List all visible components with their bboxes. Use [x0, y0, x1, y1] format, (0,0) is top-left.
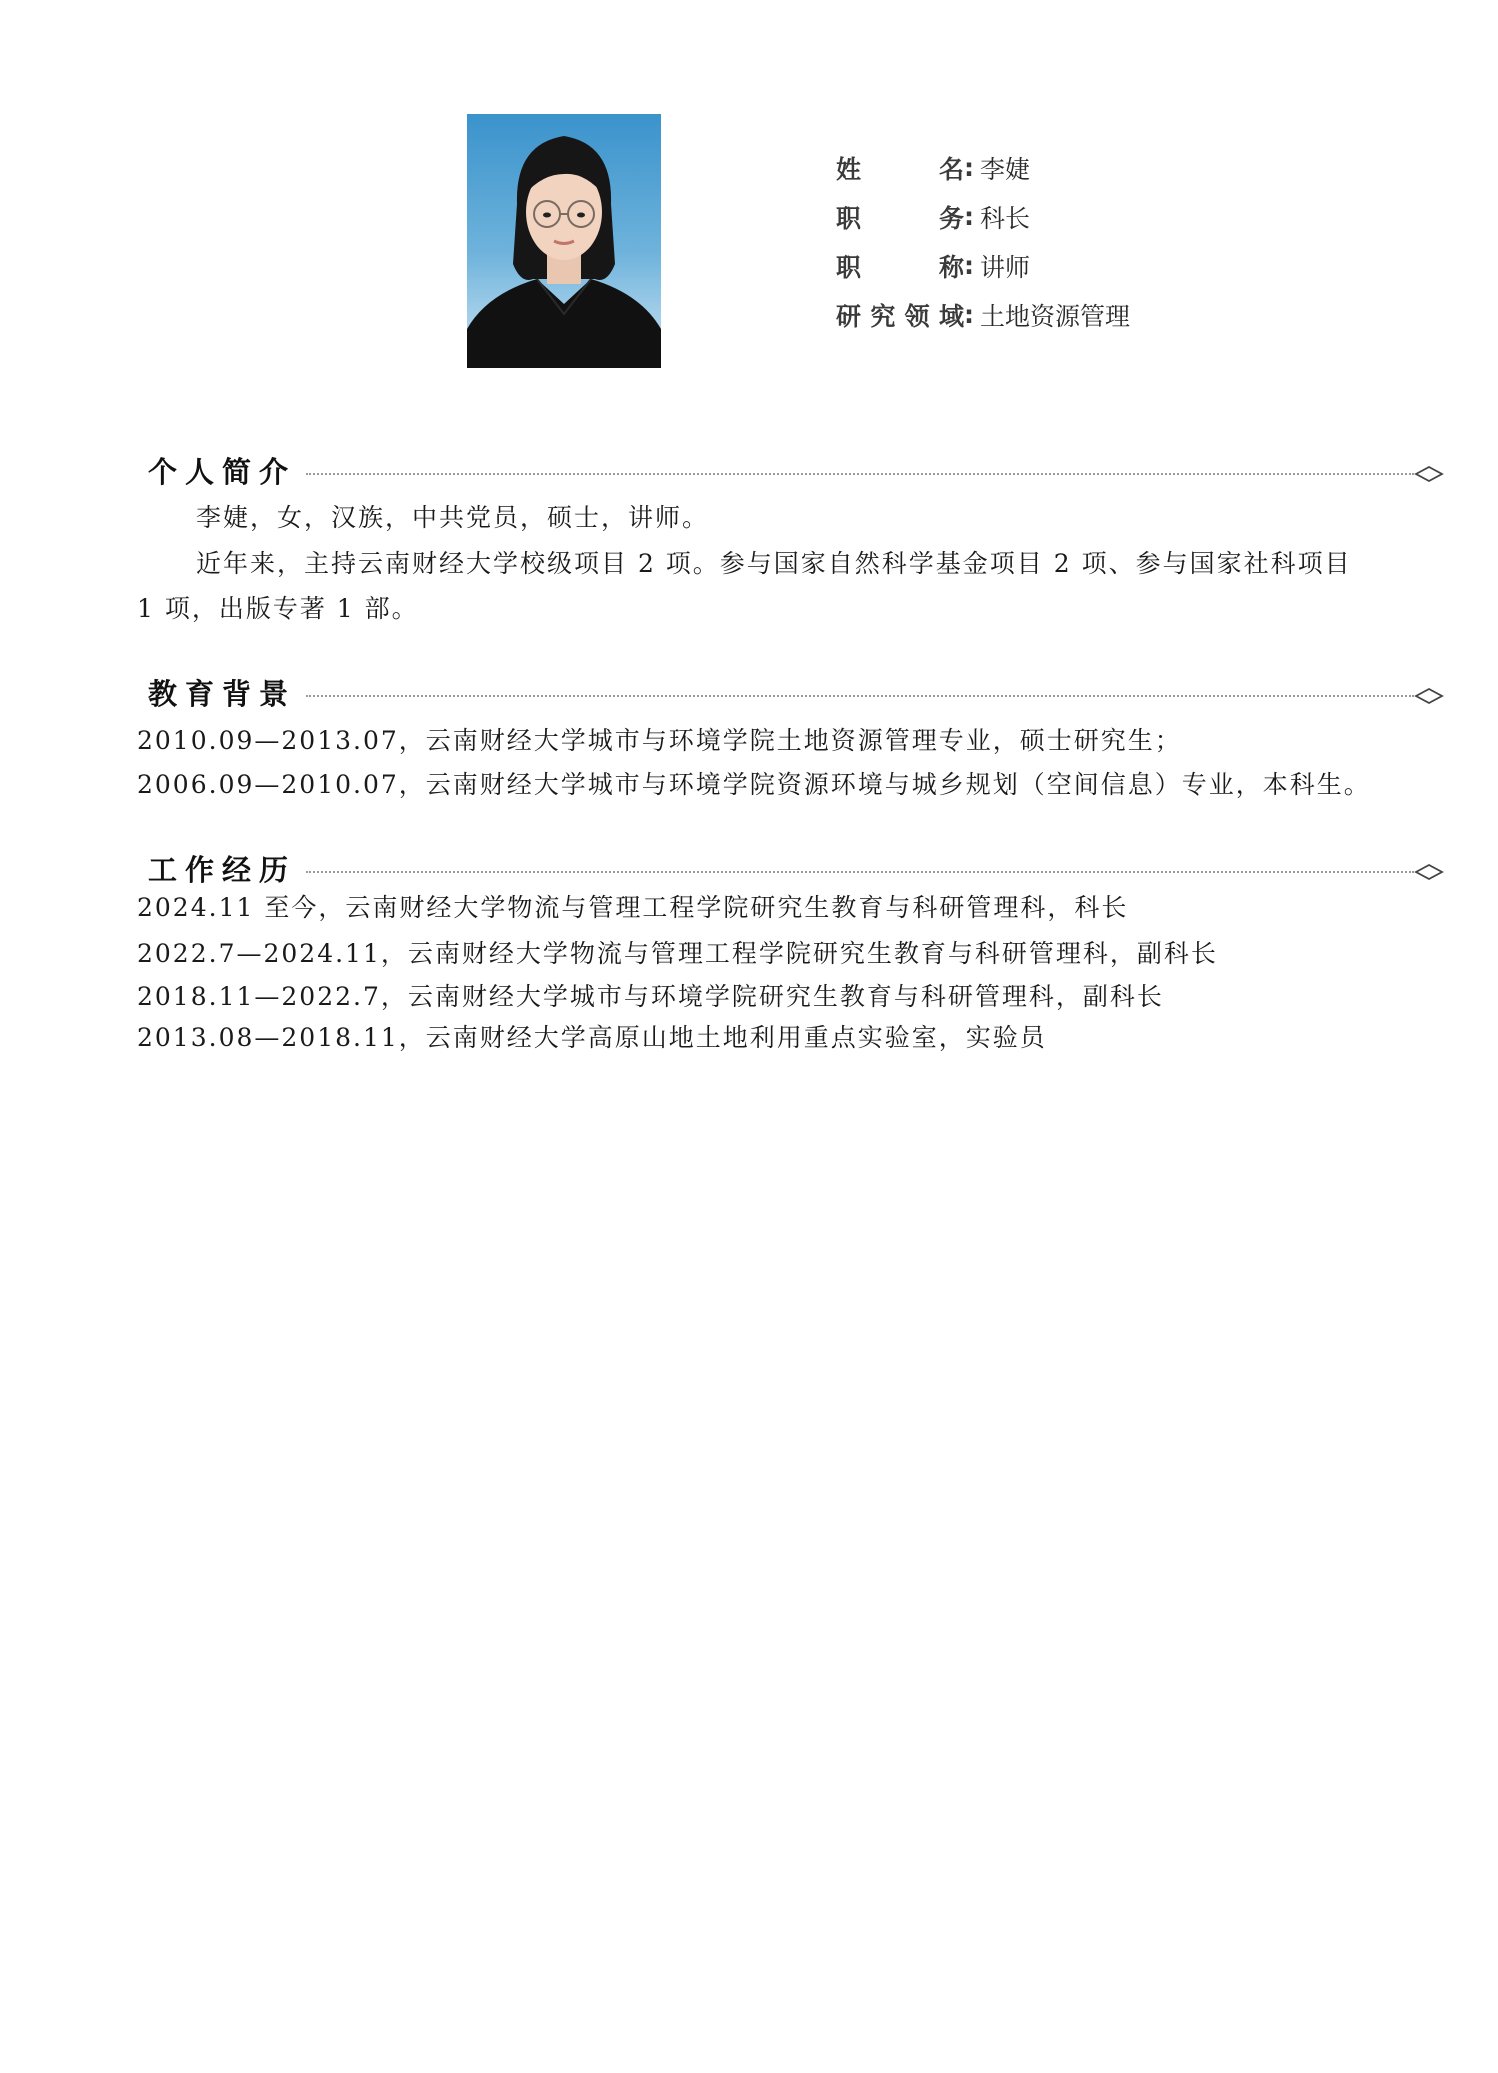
- info-colon: :: [964, 251, 974, 280]
- profile-info: [836, 143, 1130, 339]
- info-value-position: 科长: [980, 203, 1031, 233]
- work-line: 2024.11 至今，云南财经大学物流与管理工程学院研究生教育与科研管理科，科长: [137, 893, 1129, 922]
- section-header-work: [148, 850, 1448, 890]
- info-colon: :: [964, 202, 974, 231]
- section-title: 工作经历: [148, 853, 297, 887]
- info-row-name: [836, 143, 1130, 192]
- section-title: 教育背景: [148, 677, 297, 711]
- info-label: 研究领域: [836, 301, 964, 331]
- info-colon: :: [964, 153, 974, 182]
- info-row-title: [836, 241, 1130, 290]
- info-row-research: [836, 290, 1130, 339]
- intro-line: 近年来，主持云南财经大学校级项目 2 项。参与国家自然科学基金项目 2 项、参与国家社科项目: [196, 549, 1352, 578]
- diamond-icon: [1414, 464, 1444, 484]
- education-line: 2010.09—2013.07，云南财经大学城市与环境学院土地资源管理专业，硕士研究生；: [137, 726, 1182, 755]
- dotted-divider: [306, 695, 1414, 697]
- work-line: 2022.7—2024.11，云南财经大学物流与管理工程学院研究生教育与科研管理科，副科长: [137, 939, 1218, 968]
- section-title: 个人简介: [148, 455, 297, 489]
- section-header-intro: [148, 452, 1448, 492]
- dotted-divider: [306, 473, 1414, 475]
- profile-photo: [467, 114, 661, 368]
- info-colon: :: [964, 300, 974, 329]
- info-label: 职称: [836, 252, 964, 282]
- work-line: 2018.11—2022.7，云南财经大学城市与环境学院研究生教育与科研管理科，副科长: [137, 982, 1164, 1011]
- section-header-education: [148, 674, 1448, 714]
- education-line: 2006.09—2010.07，云南财经大学城市与环境学院资源环境与城乡规划（空间信息）专业，本科生。: [137, 770, 1371, 799]
- work-line: 2013.08—2018.11，云南财经大学高原山地土地利用重点实验室，实验员: [137, 1023, 1047, 1052]
- info-value-research: 土地资源管理: [980, 301, 1131, 331]
- info-value-title: 讲师: [980, 252, 1031, 282]
- info-value-name: 李婕: [980, 154, 1031, 184]
- info-label: 职务: [836, 203, 964, 233]
- intro-line: 李婕，女，汉族，中共党员，硕士，讲师。: [196, 503, 710, 532]
- diamond-icon: [1414, 686, 1444, 706]
- intro-line: 1 项，出版专著 1 部。: [137, 594, 419, 623]
- dotted-divider: [306, 871, 1414, 873]
- diamond-icon: [1414, 862, 1444, 882]
- info-row-position: [836, 192, 1130, 241]
- info-label: 姓名: [836, 154, 964, 184]
